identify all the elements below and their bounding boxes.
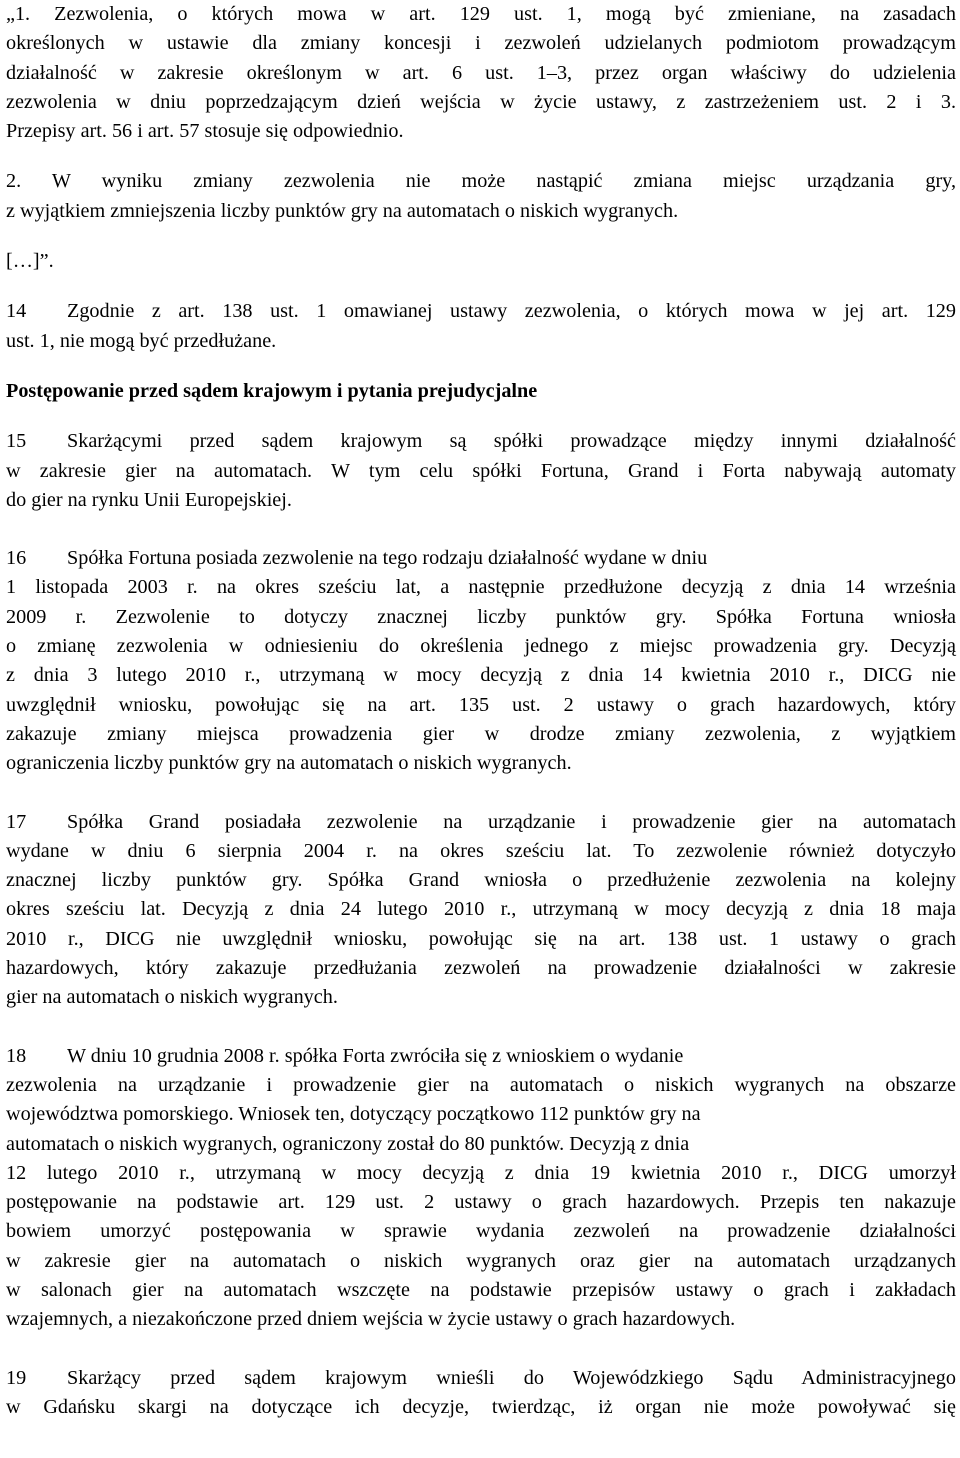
paragraph-number: 15: [6, 430, 27, 453]
text-line: określonych w ustawie dla zmiany koncesji i zezwoleń udzielanych podmiotom prowadzącym: [6, 32, 956, 55]
paragraph-18: [6, 1042, 956, 1335]
paragraph-number: 18: [6, 1044, 27, 1067]
paragraph-17: [6, 808, 956, 1013]
text-line: 1 listopada 2003 r. na okres sześciu lat, a następnie przedłużone decyzją z dnia 14 września: [6, 576, 956, 599]
text-line: z wyjątkiem zmniejszenia liczby punktów gry na automatach o niskich wygranych.: [6, 199, 679, 222]
text-line: [6, 297, 956, 326]
text-line: zakazuje zmiany miejsca prowadzenia gier w drodze zmiany zezwolenia, z wyjątkiem: [6, 722, 956, 745]
paragraph-text: Zgodnie z art. 138 ust. 1 omawianej ustawy zezwolenia, o których mowa w jej art. 129: [67, 300, 956, 323]
section-heading: Postępowanie przed sądem krajowym i pytania prejudycjalne: [6, 379, 538, 402]
text-line: Przepisy art. 56 i art. 57 stosuje się odpowiednio.: [6, 120, 404, 143]
text-line: 2. W wyniku zmiany zezwolenia nie może nastąpić zmiana miejsc urządzania gry,: [6, 170, 956, 193]
text-line: uwzględnił wniosku, powołując się na art. 135 ust. 2 ustawy o grach hazardowych, który: [6, 693, 956, 716]
document-page: [6, 0, 956, 1422]
text-line: wydane w dniu 6 sierpnia 2004 r. na okres sześciu lat. To zezwolenie również dotyczyło: [6, 839, 956, 862]
text-line: 2010 r., DICG nie uwzględnił wniosku, powołując się na art. 138 ust. 1 ustawy o grach: [6, 927, 956, 950]
quoted-point-2: [6, 167, 956, 226]
text-line: z dnia 3 lutego 2010 r., utrzymaną w mocy decyzją z dnia 14 kwietnia 2010 r., DICG nie: [6, 664, 956, 687]
paragraph-text: Spółka Grand posiadała zezwolenie na urządzanie i prowadzenie gier na automatach: [67, 810, 956, 833]
text-line: o zmianę zezwolenia w odniesieniu do określenia jednego z miejsc prowadzenia gry. Decyzją: [6, 635, 956, 658]
paragraph-text: Skarżącymi przed sądem krajowym są spółki prowadzące między innymi działalność: [67, 430, 956, 453]
text-line: [6, 427, 956, 456]
text-line: województwa pomorskiego. Wniosek ten, dotyczący początkowo 112 punktów gry na: [6, 1103, 701, 1126]
text-line: do gier na rynku Unii Europejskiej.: [6, 488, 292, 511]
text-line: 12 lutego 2010 r., utrzymaną w mocy decyzją z dnia 19 kwietnia 2010 r., DICG umorzył: [6, 1161, 956, 1184]
paragraph-number: 19: [6, 1366, 27, 1389]
paragraph-14: [6, 297, 956, 356]
text-line: znacznej liczby punktów gry. Spółka Grand wniosła o przedłużenie zezwolenia na kolejny: [6, 869, 956, 892]
text-line: w zakresie gier na automatach. W tym celu spółki Fortuna, Grand i Forta nabywają automaty: [6, 459, 956, 482]
text-line: okres sześciu lat. Decyzją z dnia 24 lutego 2010 r., utrzymaną w mocy decyzją z dnia 18 maja: [6, 898, 956, 921]
text-line: ust. 1, nie mogą być przedłużane.: [6, 329, 277, 352]
paragraph-19: [6, 1364, 956, 1423]
quoted-provision: [6, 0, 956, 146]
paragraph-number: 16: [6, 547, 27, 570]
text-line: [6, 808, 956, 837]
text-line: działalność w zakresie określonym w art. 6 ust. 1–3, przez organ właściwy do udzielenia: [6, 61, 956, 84]
text-line: postępowanie na podstawie art. 129 ust. 2 ustawy o grach hazardowych. Przepis ten nakazuje: [6, 1191, 956, 1214]
paragraph-15: [6, 427, 956, 515]
text-line: zezwolenia na urządzanie i prowadzenie gier na automatach o niskich wygranych na obszarze: [6, 1073, 956, 1096]
text-line: zezwolenia w dniu poprzedzającym dzień wejścia w życie ustawy, z zastrzeżeniem ust. 2 i 3.: [6, 90, 956, 113]
paragraph-number: 17: [6, 810, 27, 833]
paragraph-number: 14: [6, 300, 27, 323]
text-line: wzajemnych, a niezakończone przed dniem wejścia w życie ustawy o grach hazardowych.: [6, 1308, 736, 1331]
text-line: w salonach gier na automatach wszczęte na podstawie przepisów ustawy o grach i zakładach: [6, 1278, 956, 1301]
paragraph-text: Spółka Fortuna posiada zezwolenie na tego rodzaju działalność wydane w dniu: [67, 547, 708, 570]
text-line: [6, 1364, 956, 1393]
paragraph-text: W dniu 10 grudnia 2008 r. spółka Forta zwróciła się z wnioskiem o wydanie: [67, 1044, 684, 1067]
text-line: 2009 r. Zezwolenie to dotyczy znacznej liczby punktów gry. Spółka Fortuna wniosła: [6, 605, 956, 628]
text-line: automatach o niskich wygranych, ograniczony został do 80 punktów. Decyzją z dnia: [6, 1132, 690, 1155]
text-line: hazardowych, który zakazuje przedłużania zezwoleń na prowadzenie działalności w zakresie: [6, 957, 956, 980]
text-line: bowiem umorzyć postępowania w sprawie wydania zezwoleń na prowadzenie działalności: [6, 1220, 956, 1243]
text-line: ograniczenia liczby punktów gry na automatach o niskich wygranych.: [6, 752, 572, 775]
text-line: [6, 1042, 956, 1071]
quote-ellipsis: […]”.: [6, 250, 54, 273]
text-line: [6, 544, 956, 573]
paragraph-text: Skarżący przed sądem krajowym wnieśli do Wojewódzkiego Sądu Administracyjnego: [67, 1366, 956, 1389]
text-line: „1. Zezwolenia, o których mowa w art. 129 ust. 1, mogą być zmieniane, na zasadach: [6, 3, 956, 25]
text-line: gier na automatach o niskich wygranych.: [6, 986, 338, 1009]
paragraph-16: [6, 544, 956, 778]
text-line: w Gdańsku skargi na dotyczące ich decyzje, twierdząc, iż organ nie może powoływać się: [6, 1395, 956, 1418]
text-line: w zakresie gier na automatach o niskich wygranych oraz gier na automatach urządzanych: [6, 1249, 956, 1272]
